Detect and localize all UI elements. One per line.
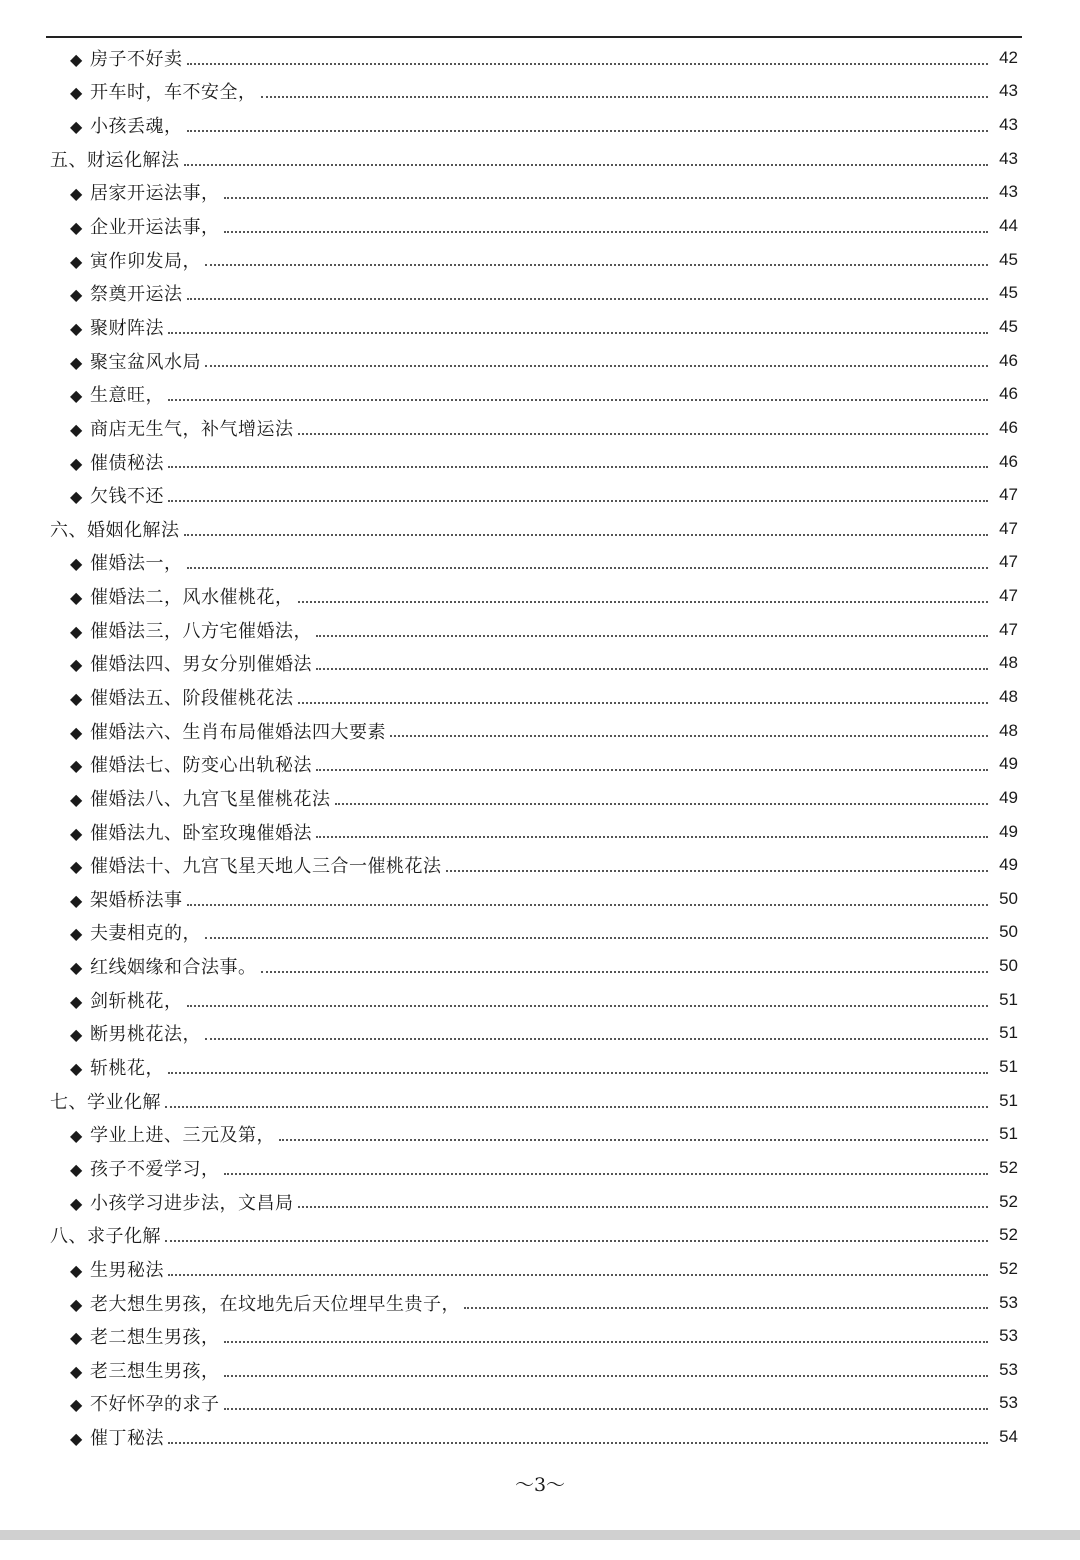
toc-page-number: 53: [999, 1326, 1018, 1346]
toc-page-number: 43: [999, 115, 1018, 135]
toc-entry-title: [70, 247, 201, 273]
toc-entry-title: [50, 1222, 161, 1248]
toc-entry-title: [50, 1088, 161, 1114]
toc-page-number: 47: [999, 518, 1018, 538]
header-rule: [46, 36, 1022, 38]
toc-page-number: 44: [999, 216, 1018, 236]
toc-entry: [0, 41, 1080, 75]
dot-leader: [335, 803, 989, 805]
toc-page-number: 45: [999, 249, 1018, 269]
dot-leader: [224, 1341, 989, 1343]
toc-page-number: 48: [999, 720, 1018, 740]
toc-entry: [0, 377, 1080, 411]
diamond-bullet-icon: ◆: [70, 83, 83, 103]
toc-entry-text: 催婚法四、男女分别催婚法: [90, 654, 312, 676]
dot-leader: [224, 1173, 989, 1175]
toc-page-number: 51: [999, 1057, 1018, 1077]
toc-entry-title: [70, 1054, 164, 1080]
toc-entry: [0, 1387, 1080, 1421]
toc-entry-title: [70, 785, 331, 811]
toc-entry-text: 学业上进、三元及第，: [90, 1125, 275, 1147]
toc-entry-title: [70, 45, 183, 71]
dot-leader: [187, 130, 989, 132]
diamond-bullet-icon: ◆: [70, 1025, 83, 1045]
toc-entry: [0, 882, 1080, 916]
dot-leader: [316, 668, 988, 670]
toc-entry-text: 开车时，车不安全，: [90, 82, 257, 104]
dot-leader: [224, 1375, 989, 1377]
toc-entry: [0, 546, 1080, 580]
scan-bottom-edge: [0, 1530, 1080, 1540]
toc-entry: [0, 1118, 1080, 1152]
toc-page-number: 53: [999, 1393, 1018, 1413]
toc-entry-text: 小孩丢魂，: [90, 116, 183, 138]
toc-page-number: 47: [999, 485, 1018, 505]
toc-entry-text: 剑斩桃花，: [90, 990, 183, 1012]
toc-entry-title: [70, 78, 257, 104]
toc-page-number: 42: [999, 47, 1018, 67]
dot-leader: [298, 1206, 989, 1208]
dot-leader: [168, 1274, 988, 1276]
toc-page-number: 43: [999, 182, 1018, 202]
dot-leader: [464, 1307, 988, 1309]
toc-page-number: 49: [999, 855, 1018, 875]
toc-entry: [0, 781, 1080, 815]
toc-page-number: 53: [999, 1292, 1018, 1312]
diamond-bullet-icon: ◆: [70, 655, 83, 675]
toc-entry-text: 企业开运法事，: [90, 217, 220, 239]
dot-leader: [187, 63, 989, 65]
toc-entry-title: [70, 953, 257, 979]
toc-section-heading: [0, 512, 1080, 546]
toc-entry: [0, 1050, 1080, 1084]
diamond-bullet-icon: ◆: [70, 554, 83, 574]
dot-leader: [205, 264, 988, 266]
dot-leader: [279, 1139, 988, 1141]
toc-section-heading: [0, 1084, 1080, 1118]
toc-entry: [0, 108, 1080, 142]
toc-entry: [0, 949, 1080, 983]
toc-page-number: 45: [999, 316, 1018, 336]
toc-entry-title: [70, 482, 164, 508]
toc-page-number: 50: [999, 922, 1018, 942]
toc-entry-title: [50, 516, 180, 542]
toc-entry-text: 催婚法八、九宫飞星催桃花法: [90, 788, 331, 810]
toc-entry: [0, 75, 1080, 109]
toc-entry: [0, 916, 1080, 950]
toc-entry-title: [70, 617, 312, 643]
toc-entry-title: [70, 819, 312, 845]
dot-leader: [224, 197, 989, 199]
dot-leader: [168, 332, 988, 334]
toc-page-number: 46: [999, 451, 1018, 471]
dot-leader: [165, 1106, 988, 1108]
dot-leader: [316, 769, 988, 771]
dot-leader: [316, 635, 988, 637]
table-of-contents: [0, 41, 1080, 1454]
diamond-bullet-icon: ◆: [70, 49, 83, 69]
toc-entry: [0, 714, 1080, 748]
toc-page-number: 52: [999, 1258, 1018, 1278]
diamond-bullet-icon: ◆: [70, 1260, 83, 1280]
toc-entry: [0, 445, 1080, 479]
toc-page-number: 52: [999, 1157, 1018, 1177]
toc-entry-title: [70, 1256, 164, 1282]
dot-leader: [165, 1240, 988, 1242]
toc-entry: [0, 209, 1080, 243]
diamond-bullet-icon: ◆: [70, 1059, 83, 1079]
diamond-bullet-icon: ◆: [70, 419, 83, 439]
toc-entry-text: 祭奠开运法: [90, 284, 183, 306]
dot-leader: [298, 433, 989, 435]
dot-leader: [168, 500, 988, 502]
toc-entry: [0, 310, 1080, 344]
toc-entry-title: [70, 1323, 220, 1349]
toc-entry: [0, 1185, 1080, 1219]
dot-leader: [205, 937, 988, 939]
diamond-bullet-icon: ◆: [70, 285, 83, 305]
diamond-bullet-icon: ◆: [70, 890, 83, 910]
diamond-bullet-icon: ◆: [70, 352, 83, 372]
toc-entry-text: 欠钱不还: [90, 486, 164, 508]
toc-entry-text: 催婚法二，风水催桃花，: [90, 587, 294, 609]
toc-entry-title: [70, 1155, 220, 1181]
toc-page-number: 47: [999, 619, 1018, 639]
dot-leader: [224, 1408, 989, 1410]
toc-entry-text: 催婚法十、九宫飞星天地人三合一催桃花法: [90, 856, 442, 878]
toc-entry-text: 催婚法五、阶段催桃花法: [90, 687, 294, 709]
dot-leader: [168, 1072, 988, 1074]
diamond-bullet-icon: ◆: [70, 789, 83, 809]
diamond-bullet-icon: ◆: [70, 251, 83, 271]
toc-entry-title: [70, 1424, 164, 1450]
diamond-bullet-icon: ◆: [70, 1294, 83, 1314]
dot-leader: [298, 702, 989, 704]
toc-entry-text: 生意旺，: [90, 385, 164, 407]
toc-page-number: 50: [999, 956, 1018, 976]
diamond-bullet-icon: ◆: [70, 1193, 83, 1213]
toc-entry: [0, 276, 1080, 310]
diamond-bullet-icon: ◆: [70, 1159, 83, 1179]
toc-entry-text: 七、学业化解: [50, 1091, 161, 1113]
diamond-bullet-icon: ◆: [70, 117, 83, 137]
toc-page-number: 49: [999, 754, 1018, 774]
toc-entry-title: [70, 1357, 220, 1383]
toc-entry-title: [70, 348, 201, 374]
toc-entry-text: 催婚法七、防变心出轨秘法: [90, 755, 312, 777]
toc-page-number: 51: [999, 989, 1018, 1009]
toc-entry-title: [70, 650, 312, 676]
toc-entry: [0, 747, 1080, 781]
toc-entry-title: [70, 381, 164, 407]
toc-entry: [0, 243, 1080, 277]
toc-entry-title: [70, 280, 183, 306]
toc-entry-text: 八、求子化解: [50, 1226, 161, 1248]
toc-entry: [0, 579, 1080, 613]
dot-leader: [390, 735, 988, 737]
diamond-bullet-icon: ◆: [70, 1429, 83, 1449]
toc-entry-text: 催婚法六、生肖布局催婚法四大要素: [90, 721, 386, 743]
dot-leader: [205, 365, 988, 367]
diamond-bullet-icon: ◆: [70, 386, 83, 406]
dot-leader: [205, 1038, 988, 1040]
toc-page-number: 49: [999, 787, 1018, 807]
dot-leader: [187, 1005, 989, 1007]
toc-entry-text: 红线姻缘和合法事。: [90, 957, 257, 979]
dot-leader: [316, 836, 988, 838]
diamond-bullet-icon: ◆: [70, 688, 83, 708]
toc-entry-text: 催丁秘法: [90, 1428, 164, 1450]
dot-leader: [168, 466, 988, 468]
toc-page-number: 46: [999, 384, 1018, 404]
toc-entry-text: 斩桃花，: [90, 1058, 164, 1080]
diamond-bullet-icon: ◆: [70, 588, 83, 608]
toc-entry-text: 孩子不爱学习，: [90, 1158, 220, 1180]
toc-entry-text: 催婚法三，八方宅催婚法，: [90, 620, 312, 642]
dot-leader: [187, 298, 989, 300]
dot-leader: [298, 601, 989, 603]
toc-page-number: 47: [999, 552, 1018, 572]
dot-leader: [187, 904, 989, 906]
toc-page-number: 49: [999, 821, 1018, 841]
toc-entry-title: [70, 1290, 460, 1316]
toc-entry-text: 房子不好卖: [90, 48, 183, 70]
toc-section-heading: [0, 142, 1080, 176]
diamond-bullet-icon: ◆: [70, 823, 83, 843]
diamond-bullet-icon: ◆: [70, 1126, 83, 1146]
toc-entry: [0, 1151, 1080, 1185]
toc-page-number: 51: [999, 1090, 1018, 1110]
dot-leader: [168, 399, 988, 401]
dot-leader: [261, 96, 989, 98]
toc-page-number: 54: [999, 1427, 1018, 1447]
diamond-bullet-icon: ◆: [70, 621, 83, 641]
dot-leader: [261, 971, 989, 973]
toc-page-number: 43: [999, 148, 1018, 168]
toc-entry-title: [50, 146, 180, 172]
toc-entry: [0, 176, 1080, 210]
diamond-bullet-icon: ◆: [70, 218, 83, 238]
toc-entry: [0, 1353, 1080, 1387]
toc-entry-text: 不好怀孕的求子: [90, 1394, 220, 1416]
diamond-bullet-icon: ◆: [70, 1395, 83, 1415]
dot-leader: [224, 231, 989, 233]
toc-entry-title: [70, 179, 220, 205]
toc-entry-text: 架婚桥法事: [90, 889, 183, 911]
toc-entry: [0, 1286, 1080, 1320]
toc-page-number: 52: [999, 1225, 1018, 1245]
diamond-bullet-icon: ◆: [70, 318, 83, 338]
toc-entry-text: 商店无生气，补气增运法: [90, 418, 294, 440]
toc-page-number: 43: [999, 81, 1018, 101]
toc-entry-text: 催债秘法: [90, 452, 164, 474]
toc-entry: [0, 848, 1080, 882]
diamond-bullet-icon: ◆: [70, 756, 83, 776]
dot-leader: [187, 567, 989, 569]
toc-entry: [0, 613, 1080, 647]
toc-page-number: 45: [999, 283, 1018, 303]
toc-entry-text: 寅作卯发局，: [90, 250, 201, 272]
toc-page-number: 52: [999, 1191, 1018, 1211]
toc-entry: [0, 983, 1080, 1017]
toc-entry-text: 小孩学习进步法，文昌局: [90, 1192, 294, 1214]
toc-entry: [0, 1420, 1080, 1454]
toc-entry-text: 五、财运化解法: [50, 149, 180, 171]
toc-entry: [0, 1252, 1080, 1286]
dot-leader: [184, 164, 989, 166]
toc-entry-title: [70, 751, 312, 777]
toc-entry-title: [70, 919, 201, 945]
toc-entry-text: 断男桃花法，: [90, 1024, 201, 1046]
diamond-bullet-icon: ◆: [70, 924, 83, 944]
toc-entry-title: [70, 213, 220, 239]
toc-entry-title: [70, 1020, 201, 1046]
toc-entry-text: 老大想生男孩，在坟地先后天位埋早生贵子，: [90, 1293, 460, 1315]
toc-entry-text: 六、婚姻化解法: [50, 519, 180, 541]
toc-entry-text: 催婚法九、卧室玫瑰催婚法: [90, 822, 312, 844]
toc-entry-title: [70, 549, 183, 575]
diamond-bullet-icon: ◆: [70, 1328, 83, 1348]
diamond-bullet-icon: ◆: [70, 1361, 83, 1381]
toc-entry-title: [70, 718, 386, 744]
toc-page-number: 50: [999, 888, 1018, 908]
toc-entry-text: 老二想生男孩，: [90, 1327, 220, 1349]
toc-entry-title: [70, 1390, 220, 1416]
dot-leader: [446, 870, 989, 872]
toc-entry-text: 老三想生男孩，: [90, 1360, 220, 1382]
diamond-bullet-icon: ◆: [70, 453, 83, 473]
toc-entry-title: [70, 1121, 275, 1147]
toc-entry-text: 生男秘法: [90, 1259, 164, 1281]
diamond-bullet-icon: ◆: [70, 857, 83, 877]
toc-section-heading: [0, 1218, 1080, 1252]
toc-entry-text: 居家开运法事，: [90, 183, 220, 205]
toc-page-number: 48: [999, 653, 1018, 673]
toc-entry-text: 催婚法一，: [90, 553, 183, 575]
toc-entry: [0, 478, 1080, 512]
diamond-bullet-icon: ◆: [70, 991, 83, 1011]
toc-entry-title: [70, 583, 294, 609]
toc-page-number: 53: [999, 1359, 1018, 1379]
toc-entry-title: [70, 987, 183, 1013]
toc-entry-title: [70, 684, 294, 710]
diamond-bullet-icon: ◆: [70, 184, 83, 204]
diamond-bullet-icon: ◆: [70, 958, 83, 978]
toc-entry-title: [70, 852, 442, 878]
toc-entry: [0, 647, 1080, 681]
toc-entry: [0, 411, 1080, 445]
toc-entry: [0, 815, 1080, 849]
diamond-bullet-icon: ◆: [70, 722, 83, 742]
toc-page-number: 51: [999, 1124, 1018, 1144]
toc-page-number: 48: [999, 686, 1018, 706]
toc-entry: [0, 1319, 1080, 1353]
dot-leader: [184, 534, 989, 536]
dot-leader: [168, 1442, 988, 1444]
toc-entry-title: [70, 314, 164, 340]
toc-page-number: 47: [999, 586, 1018, 606]
toc-entry: [0, 344, 1080, 378]
toc-entry-text: 聚财阵法: [90, 317, 164, 339]
toc-entry-title: [70, 1189, 294, 1215]
toc-entry: [0, 680, 1080, 714]
page-number: ～3～: [514, 1474, 566, 1496]
diamond-bullet-icon: ◆: [70, 487, 83, 507]
toc-entry-title: [70, 449, 164, 475]
toc-entry-title: [70, 415, 294, 441]
toc-entry-text: 夫妻相克的，: [90, 923, 201, 945]
toc-entry-title: [70, 886, 183, 912]
toc-page-number: 46: [999, 350, 1018, 370]
toc-entry: [0, 1017, 1080, 1051]
toc-page-number: 46: [999, 417, 1018, 437]
toc-page-number: 51: [999, 1023, 1018, 1043]
toc-entry-title: [70, 112, 183, 138]
toc-entry-text: 聚宝盆风水局: [90, 351, 201, 373]
